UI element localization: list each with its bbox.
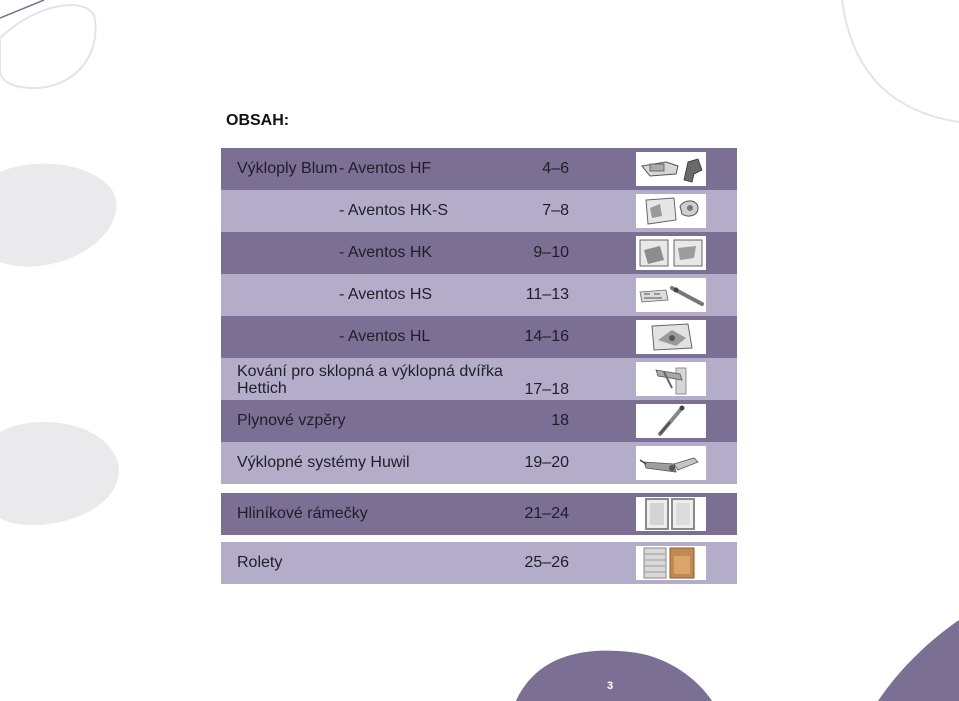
outline-arc-top-right (842, 0, 959, 122)
toc-sub-label: - Aventos HK (339, 244, 433, 261)
toc-row-aventos-hk-s[interactable] (221, 190, 737, 232)
hettich-flap-fitting-icon (636, 362, 706, 396)
toc-label: Plynové vzpěry (237, 412, 346, 429)
toc-row-hettich[interactable] (221, 358, 737, 400)
toc-label-block (237, 363, 503, 397)
toc-label-line2: Hettich (237, 380, 287, 397)
huwil-lift-system-icon (636, 446, 706, 480)
toc-label: Výklopné systémy Huwil (237, 454, 410, 471)
aventos-hl-icon (636, 320, 706, 354)
toc-page-range: 4–6 (542, 160, 569, 177)
toc-label: Výkloply Blum (237, 160, 338, 177)
aluminium-frame-icon (636, 497, 706, 531)
toc-row-aventos-hs[interactable] (221, 274, 737, 316)
toc-page-range: 21–24 (524, 505, 569, 522)
aventos-hf-icon (636, 152, 706, 186)
toc-label: Kování pro sklopná a výklopná dvířka (237, 363, 503, 380)
toc-sub-label: - Aventos HF (339, 160, 432, 177)
toc-page-range: 18 (551, 412, 569, 429)
toc-page-range: 7–8 (542, 202, 569, 219)
purple-blob-bottom (516, 651, 712, 701)
toc-sub-label: - Aventos HK-S (339, 202, 449, 219)
page-title: OBSAH: (226, 112, 290, 129)
toc-label: Rolety (237, 554, 283, 571)
toc-label: Hliníkové rámečky (237, 505, 368, 522)
toc-page-range: 19–20 (524, 454, 569, 471)
toc-row-aluminium-frames[interactable] (221, 493, 737, 535)
page-number: 3 (606, 680, 614, 692)
toc-row-aventos-hf[interactable] (221, 148, 737, 190)
gray-blob-top-left (0, 5, 96, 88)
toc-row-aventos-hl[interactable] (221, 316, 737, 358)
toc-sub-label: - Aventos HL (339, 328, 431, 345)
toc-row-huwil[interactable] (221, 442, 737, 484)
aventos-hk-s-icon (636, 194, 706, 228)
gray-blob-left-lower (0, 422, 119, 525)
corner-line-top-left (0, 0, 44, 18)
toc-row-gas-struts[interactable] (221, 400, 737, 442)
toc-page-range: 14–16 (524, 328, 569, 345)
toc-page-range: 11–13 (525, 286, 569, 303)
roller-shutter-icon (636, 546, 706, 580)
toc-page-range: 25–26 (524, 554, 569, 571)
toc-page-range: 17–18 (524, 381, 569, 398)
toc-row-roller-shutters[interactable] (221, 542, 737, 584)
purple-blob-bottom-right (878, 620, 959, 701)
gray-blob-left-upper (0, 164, 116, 267)
toc-sub-label: - Aventos HS (339, 286, 433, 303)
aventos-hs-icon (636, 278, 706, 312)
toc-row-aventos-hk[interactable] (221, 232, 737, 274)
aventos-hk-icon (636, 236, 706, 270)
toc-page-range: 9–10 (533, 244, 569, 261)
gas-strut-icon (636, 404, 706, 438)
